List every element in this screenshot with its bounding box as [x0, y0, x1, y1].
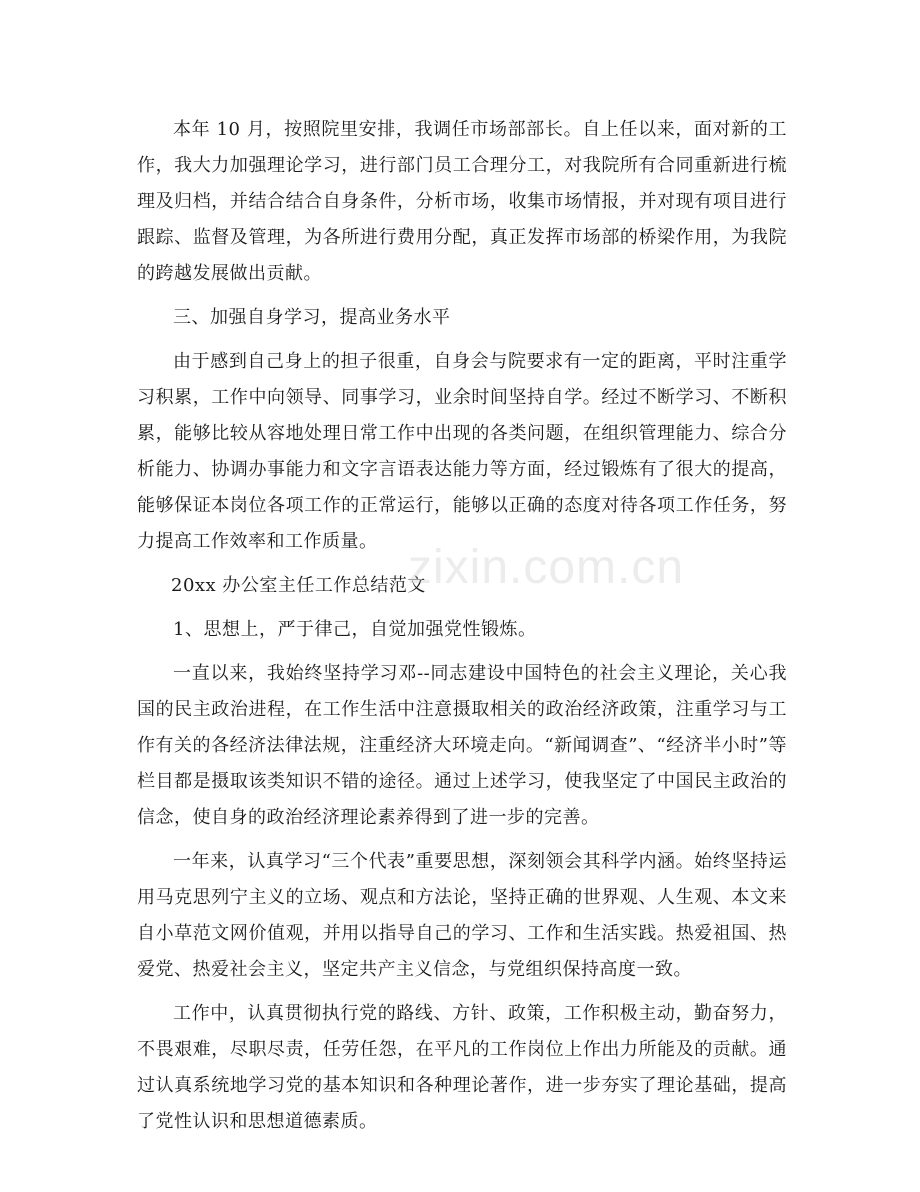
section-heading-self-study: 三、加强自身学习，提高业务水平	[173, 307, 451, 328]
article-title: 20xx 办公室主任工作总结范文	[171, 575, 426, 596]
watermark: zixin.com.cn	[408, 541, 685, 594]
paragraph-market-department: 本年 10 月，按照院里安排，我调任市场部部长。自上任以来，面对新的工作，我大力加强理论学习，进行部门员工合理分工，对我院所有合同重新进行梳理及归档，并结合结合自身条件，分析市场，收集市场情报，并对现有项目进行跟踪、监督及管理，为各所进行费用分配，真正发挥市场部的桥梁作用，为我院的跨越发展做出贡献。	[137, 119, 787, 284]
section-heading-ideology: 1、思想上，严于律己，自觉加强党性锻炼。	[173, 619, 537, 640]
paragraph-theory-study: 一直以来，我始终坚持学习邓--同志建设中国特色的社会主义理论，关心我国的民主政治进程，在工作生活中注意摄取相关的政治经济政策，注重学习与工作有关的各经济法律法规，注重经济大环境走向。“新闻调查”、“经济半小时”等栏目都是摄取该类知识不错的途径。通过上述学习，使我坚定了中国民主政治的信念，使自身的政治经济理论素养得到了进一步的完善。	[137, 663, 787, 828]
paragraph-three-represents: 一年来，认真学习“三个代表”重要思想，深刻领会其科学内涵。始终坚持运用马克思列宁主义的立场、观点和方法论，坚持正确的世界观、人生观、本文来自小草范文网价值观，并用以指导自己的学习、工作和生活实践。热爱祖国、热爱党、热爱社会主义，坚定共产主义信念，与党组织保持高度一致。	[137, 851, 787, 980]
paragraph-self-study: 由于感到自己身上的担子很重，自身会与院要求有一定的距离，平时注重学习积累，工作中向领导、同事学习，业余时间坚持自学。经过不断学习、不断积累，能够比较从容地处理日常工作中出现的各类问题，在组织管理能力、综合分析能力、协调办事能力和文字言语表达能力等方面，经过锻炼有了很大的提高，能够保证本岗位各项工作的正常运行，能够以正确的态度对待各项工作任务，努力提高工作效率和工作质量。	[137, 351, 787, 552]
document-page	[137, 112, 787, 1148]
paragraph-work-attitude: 工作中，认真贯彻执行党的路线、方针、政策，工作积极主动，勤奋努力，不畏艰难，尽职尽责，任劳任怨，在平凡的工作岗位上作出力所能及的贡献。通过认真系统地学习党的基本知识和各种理论著作，进一步夯实了理论基础，提高了党性认识和思想道德素质。	[137, 1003, 787, 1132]
